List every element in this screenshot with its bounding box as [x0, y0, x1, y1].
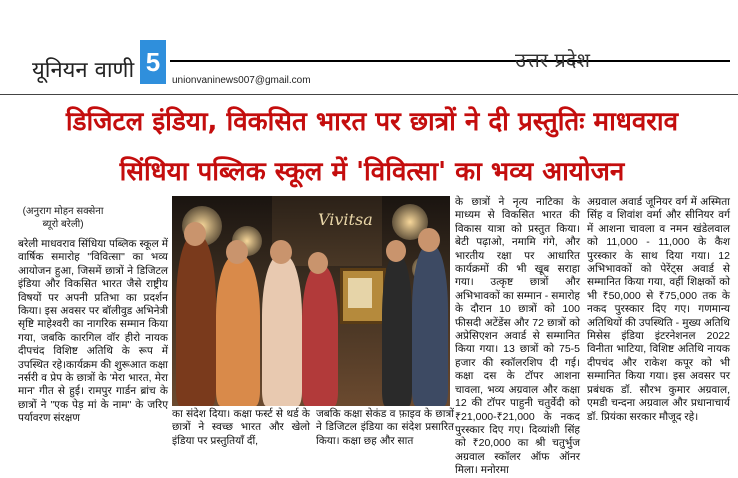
headline	[16, 97, 728, 197]
article-column-3: जबकि कक्षा सेकंड व फ़ाइव के छात्रों ने डिजिटल इंडिया का संदेश प्रसारित किया। कक्षा छह और सात	[316, 408, 454, 447]
stage-banner-text: Vivitsa	[318, 210, 373, 229]
header-bottom-rule	[0, 94, 738, 95]
article-column-1: बरेली माधवराव सिंधिया पब्लिक स्कूल में वार्षिक समारोह "विवित्सा" का भव्य आयोजन हुआ, जिसमें छात्रों ने डिजिटल इंडिया और विकसित भारत जैसे राष्ट्रीय विषयों पर अपनी प्रतिभा का प्रदर्शन किया। इस अवसर पर बॉलीवुड अभिनेत्री सृष्टि माहेश्वरी का नागरिक सम्मान किया गया, जबकि कारगिल वॉर हीरो नायक दीपचंद विशिष्ट अतिथि के रूप में उपस्थित रहे।कार्यक्रम की शुरूआत कक्षा नर्सरी व प्रेप के छात्रों के 'मेरा भारत, मेरा मान' गीत से हुई। रामपुर गार्डन ब्रांच के छात्रों ने "एक पेड़ मां के नाम" के जरिए पर्यावरण संरक्षण	[18, 238, 168, 425]
byline: (अनुराग मोहन सक्सेना ब्यूरो बरेली)	[22, 206, 104, 230]
masthead: यूनियन वाणी	[32, 58, 135, 83]
page-number-badge: 5	[140, 40, 166, 84]
headline-line-2: सिंधिया पब्लिक स्कूल में 'विवित्सा' का भव्य आयोजन	[119, 157, 625, 187]
header-rule	[170, 60, 730, 62]
article-column-2: का संदेश दिया। कक्षा फर्स्ट से थर्ड के छात्रों ने स्वच्छ भारत और खेलो इंडिया पर प्रस्तुतियाँ दीं,	[172, 408, 310, 447]
article-column-5: अग्रवाल अवार्ड जूनियर वर्ग में अस्मिता सिंह व शिवांश वर्मा और सीनियर वर्ग में आशना चावला व नमन खंडेलवाल को 11,000 - 11,000 के कैश पुरस्कार के साथ दिया गया। 12 अभिभावकों को पेरेंट्स अवार्ड से सम्मानित किया गया, वहीं शिक्षकों को भी ₹50,000 से ₹75,000 तक के नकद पुरस्कार दिए गए। गणमान्य अतिथियों की उपस्थिति - मुख्य अतिथि मिसेस इंडिया इंटरनेशनल 2022 विनीता भाटिया, विशिष्ट अतिथि नायक दीपचंद और राकेश कपूर को भी सम्मानित किया गया। इस अवसर पर प्रबंधक डॉ. सौरभ कुमार अग्रवाल, एमडी चन्दना अग्रवाल और प्रधानाचार्य डॉ. प्रियंका सरकार मौजूद रहे।	[587, 196, 730, 423]
article-column-4: के छात्रों ने नृत्य नाटिका के माध्यम से विकसित भारत की विकास यात्रा को प्रस्तुत किया। बेटी पढ़ाओ, नमामि गंगे, और भारतीय रक्षा पर आधारित कार्यक्रमों की भी खूब सराहा गया। उत्कृष्ट छात्रों और अभिभावकों का सम्मान - समारोह के दौरान 10 छात्रों को 100 फीसदी अटेंडेंस और 72 छात्रों को अप्रेसिएशन अवार्ड से सम्मानित किया गया। 13 छात्रों को 75-5 हजार की स्कॉलरशिप दी गई। कक्षा दस के टॉपर आशना चावला, भव्य अग्रवाल और कक्षा 12 की टॉपर पाहुनी चतुर्वेदी को ₹21,000-₹21,000 के नकद पुरस्कार दिए गए। दिव्यांशी सिंह को ₹20,000 का श्री चतुर्भुज अग्रवाल स्कॉलर ऑफ ऑनर मिला। मनोरमा	[455, 196, 580, 477]
headline-line-1: डिजिटल इंडिया, विकसित भारत पर छात्रों ने दी प्रस्तुतिः माधवराव	[65, 107, 679, 137]
email-address: unionvaninews007@gmail.com	[172, 75, 311, 86]
section-label: उत्तर प्रदेश	[515, 48, 590, 72]
event-photo	[172, 196, 450, 406]
